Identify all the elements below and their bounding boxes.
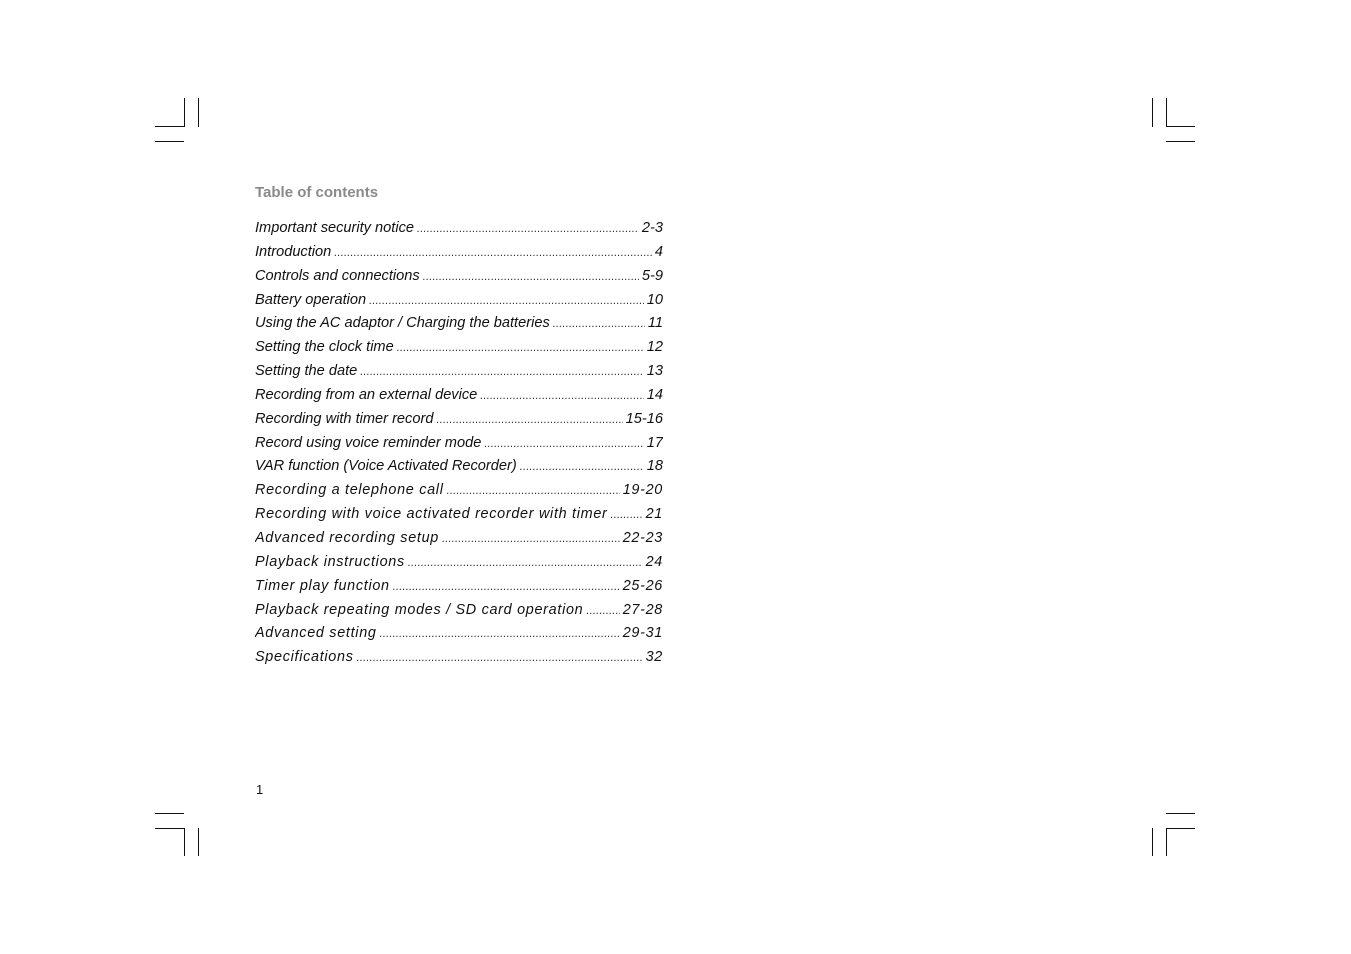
toc-entry-title: Recording with timer record — [255, 410, 434, 427]
toc-entry-page: 2-3 — [641, 220, 663, 236]
toc-entry — [255, 482, 663, 506]
crop-mark-top-left-vertical-outer — [198, 98, 199, 127]
toc-entry — [255, 602, 663, 626]
toc-entry — [255, 363, 663, 387]
toc-entry-title: Introduction — [255, 243, 332, 260]
toc-list — [255, 220, 663, 673]
toc-entry-title: Record using voice reminder mode — [255, 434, 482, 451]
toc-entry-page: 15-16 — [625, 410, 663, 427]
crop-mark-bottom-left-horizontal — [155, 828, 184, 829]
toc-entry — [255, 578, 663, 602]
crop-mark-bottom-left-vertical-outer — [198, 828, 199, 856]
toc-entry-title: Recording from an external device — [255, 386, 478, 403]
toc-entry-page: 4 — [654, 243, 663, 260]
toc-leader-dots — [417, 223, 639, 235]
toc-entry-page: 13 — [646, 363, 663, 380]
toc-entry-page: 21 — [645, 506, 663, 523]
toc-entry-title: Playback repeating modes / SD card operation — [255, 601, 584, 618]
crop-mark-top-right-vertical-outer — [1152, 98, 1153, 127]
toc-leader-dots — [369, 295, 644, 307]
toc-entry-page: 24 — [645, 553, 663, 570]
page-number: 1 — [256, 782, 264, 797]
toc-entry-page: 29-31 — [622, 625, 663, 642]
toc-entry-page: 17 — [646, 434, 663, 451]
toc-entry — [255, 220, 663, 244]
toc-leader-dots — [357, 652, 643, 664]
toc-entry-title: Controls and connections — [255, 267, 420, 284]
toc-entry — [255, 554, 663, 578]
crop-mark-top-right-horizontal — [1166, 126, 1195, 127]
toc-entry-title: Recording a telephone call — [255, 482, 444, 499]
toc-leader-dots — [334, 247, 652, 259]
toc-leader-dots — [408, 557, 643, 569]
toc-leader-dots — [520, 461, 644, 473]
toc-leader-dots — [423, 271, 639, 283]
toc-entry-page: 10 — [646, 291, 663, 308]
toc-entry — [255, 339, 663, 363]
toc-entry-title: Specifications — [255, 649, 354, 666]
toc-entry-title: Advanced recording setup — [255, 529, 439, 546]
toc-entry — [255, 625, 663, 649]
toc-entry-page: 25-26 — [622, 577, 663, 594]
toc-entry — [255, 506, 663, 530]
toc-entry-page: 14 — [646, 386, 663, 403]
crop-mark-bottom-left-horizontal-outer — [155, 813, 184, 814]
crop-mark-top-right-horizontal-outer — [1166, 141, 1195, 142]
toc-heading: Table of contents — [255, 184, 379, 201]
crop-mark-top-right-vertical — [1166, 98, 1167, 127]
toc-leader-dots — [447, 485, 620, 497]
toc-entry-title: Important security notice — [255, 220, 414, 236]
toc-entry-page: 11 — [647, 315, 663, 332]
toc-entry-page: 19-20 — [622, 482, 663, 499]
toc-entry-title: Battery operation — [255, 291, 367, 308]
toc-entry — [255, 411, 663, 435]
toc-leader-dots — [586, 605, 619, 617]
toc-entry-title: Setting the clock time — [255, 339, 394, 356]
toc-entry-page: 32 — [645, 649, 663, 666]
toc-leader-dots — [611, 509, 643, 521]
toc-entry — [255, 244, 663, 268]
crop-mark-top-left-horizontal — [155, 126, 184, 127]
toc-entry-title: VAR function (Voice Activated Recorder) — [255, 458, 517, 475]
toc-entry — [255, 435, 663, 459]
crop-mark-bottom-left-vertical — [184, 828, 185, 856]
toc-leader-dots — [442, 533, 620, 545]
toc-leader-dots — [480, 390, 644, 402]
toc-entry-page: 27-28 — [622, 601, 663, 618]
toc-entry-title: Timer play function — [255, 577, 390, 594]
toc-leader-dots — [436, 414, 622, 426]
toc-entry-page: 5-9 — [641, 267, 663, 284]
toc-entry — [255, 530, 663, 554]
crop-mark-bottom-right-horizontal — [1166, 828, 1195, 829]
toc-leader-dots — [360, 366, 644, 378]
toc-entry-page: 18 — [646, 458, 663, 475]
toc-leader-dots — [397, 342, 644, 354]
toc-entry-title: Using the AC adaptor / Charging the batteries — [255, 315, 550, 332]
toc-entry-title: Advanced setting — [255, 625, 377, 642]
crop-mark-bottom-right-vertical — [1166, 828, 1167, 856]
toc-entry-title: Recording with voice activated recorder with timer — [255, 506, 608, 523]
toc-entry-page: 22-23 — [622, 529, 663, 546]
crop-mark-top-left-vertical — [184, 98, 185, 127]
toc-entry — [255, 292, 663, 316]
toc-entry-title: Setting the date — [255, 363, 358, 380]
crop-mark-top-left-horizontal-outer — [155, 141, 184, 142]
toc-entry — [255, 458, 663, 482]
toc-entry-title: Playback instructions — [255, 553, 405, 570]
toc-entry — [255, 649, 663, 673]
toc-leader-dots — [393, 581, 620, 593]
toc-leader-dots — [484, 438, 643, 450]
toc-entry — [255, 268, 663, 292]
toc-entry-page: 12 — [646, 339, 663, 356]
crop-mark-bottom-right-vertical-outer — [1152, 828, 1153, 856]
crop-mark-bottom-right-horizontal-outer — [1166, 813, 1195, 814]
toc-leader-dots — [380, 628, 620, 640]
toc-entry — [255, 315, 663, 339]
toc-entry — [255, 387, 663, 411]
toc-leader-dots — [553, 318, 645, 330]
